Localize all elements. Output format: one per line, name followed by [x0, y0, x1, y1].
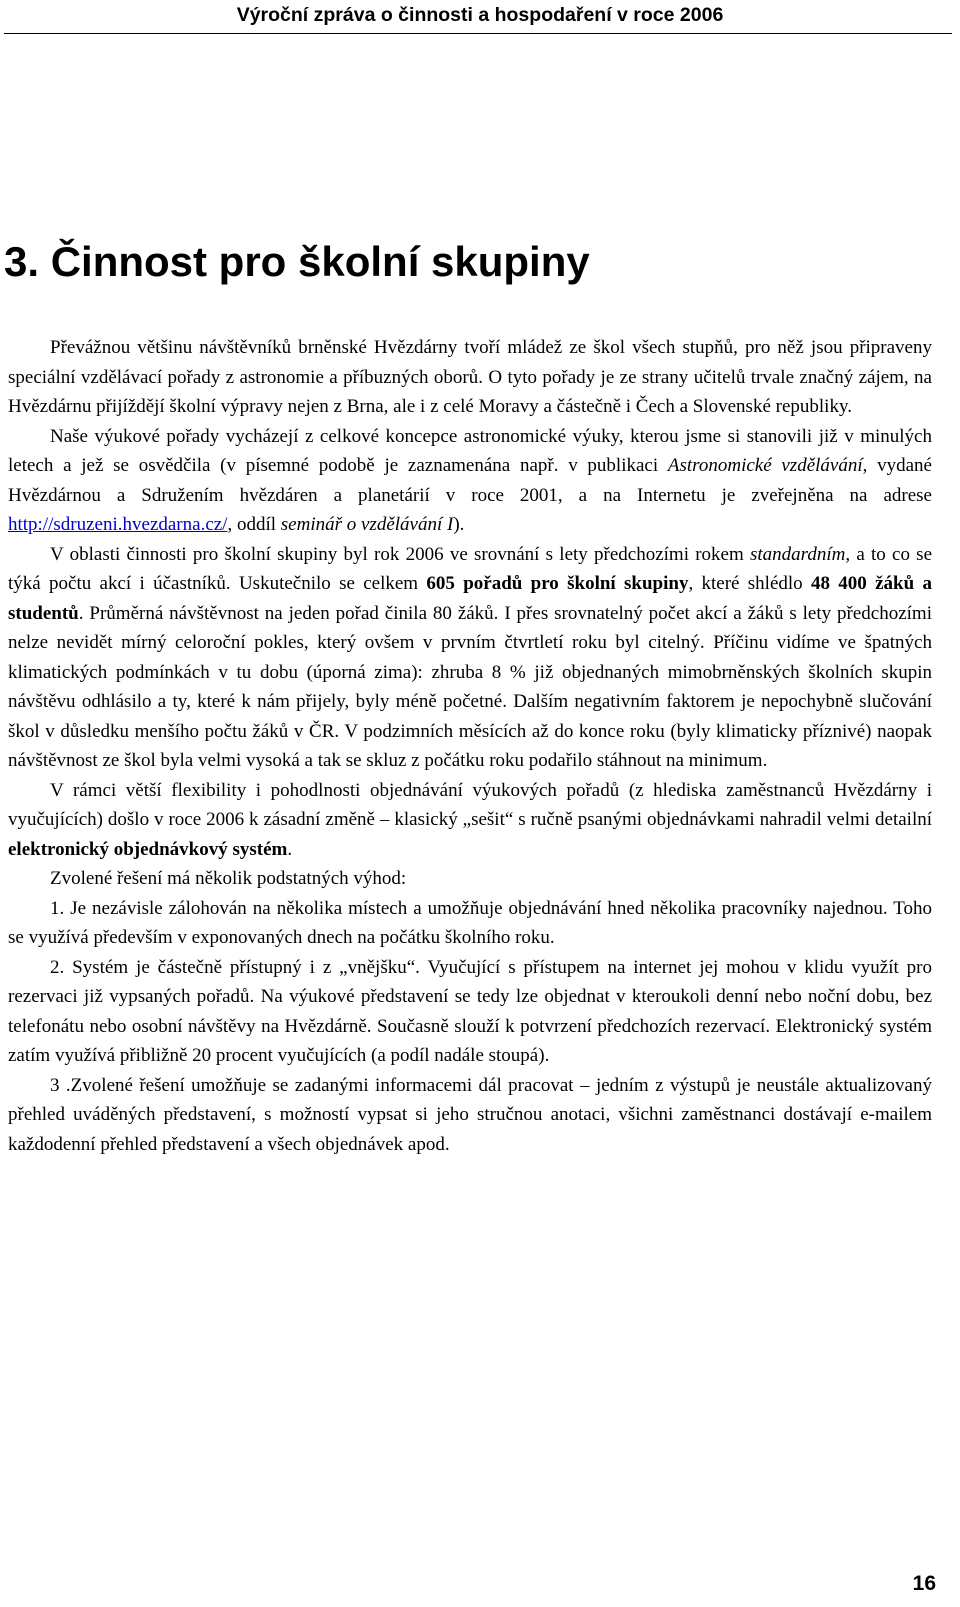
text-span: . Průměrná návštěvnost na jeden pořad činila 80 žáků. I přes srovnatelný počet akcí a žáků s lety předchozími nelze nevidět mírný celoroční pokles, který ovšem v prvním čtvrtletí roku byl citelný. Příčinu vidíme ve špatných klimatických podmínkách v tu dobu (úporná zima): zhruba 8 % již objednaných mimobrněnských školních skupin návštěvu odhlásilo a ty, které k nám přijely, byly méně početné. Dalším negativním faktorem je nepochybně slučování škol v důsledku menšího počtu žáků v ČR. V podzimních měsících až do konce roku (byly klimaticky příznivé) naopak návštěvnost ze škol byla velmi vysoká a tak se skluz z počátku roku podařilo stáhnout na minimum.	[8, 602, 932, 771]
text-span: V rámci větší flexibility i pohodlnosti objednávání výukových pořadů (z hlediska zaměstnanců Hvězdárny i vyučujících) došlo v roce 2006 k zásadní změně – klasický „sešit“ s ručně psanými objednávkami nahradil velmi detailní	[8, 779, 932, 830]
running-header: Výroční zpráva o činnosti a hospodaření v roce 2006	[236, 4, 724, 26]
body-text	[8, 333, 932, 1159]
text-span: , které shlédlo	[688, 573, 811, 594]
text-span: V oblasti činnosti pro školní skupiny byl rok 2006 ve srovnání s lety předchozími rokem	[50, 543, 750, 565]
list-item-2: 2. Systém je částečně přístupný i z „vnějšku“. Vyučující s přístupem na internet jej mohou v klidu využít pro rezervaci již vypsaných pořadů. Na výukové představení se tedy lze objednat v kteroukoli denní nebo noční dobu, bez telefonátu nebo osobní návštěvy na Hvězdárně. Současně slouží k potvrzení předchozích rezervací. Elektronický systém zatím využívá přibližně 20 procent vyučujících (a podíl nadále stoupá).	[8, 956, 932, 1066]
text-span: Naše výukové pořady vycházejí z celkové koncepce astronomické výuky, kterou jsme si stanovili již v minulých letech a jež se osvědčila (v písemné podobě je zaznamenána např. v publikaci	[8, 425, 932, 476]
students-count: 48 400 žáků a studentů	[8, 573, 932, 624]
page-number: 16	[912, 1572, 936, 1595]
text-span: , a to co se týká počtu akcí i účastníků. Uskutečnilo se celkem	[8, 543, 933, 594]
text-span: .	[287, 838, 293, 860]
emphasis-standard: standardním	[749, 543, 846, 565]
publication-title: Astronomické vzdělávání	[667, 455, 863, 476]
text-span: , vydané Hvězdárnou a Sdružením hvězdáren a planetárií v roce 2001, a na Internetu je zveřejněna na adrese	[8, 455, 932, 506]
text-span: , oddíl	[227, 514, 281, 535]
sdruzeni-link[interactable]: http://sdruzeni.hvezdarna.cz/	[8, 514, 228, 535]
booking-system-term: elektronický objednávkový systém	[8, 838, 288, 860]
chapter-title: 3. Činnost pro školní skupiny	[4, 238, 590, 285]
list-item-3: 3 .Zvolené řešení umožňuje se zadanými informacemi dál pracovat – jedním z výstupů je neustále aktualizovaný přehled uváděných představení, s možností vypsat si jeho stručnou anotaci, všichni zaměstnanci dostávají e-mailem každodenní přehled představení a všech objednávek apod.	[8, 1074, 932, 1155]
programs-count: 605 pořadů pro školní skupiny	[426, 573, 689, 594]
paragraph-intro: Převážnou většinu návštěvníků brněnské Hvězdárny tvoří mládež ze škol všech stupňů, pro něž jsou připraveny speciální vzdělávací pořady z astronomie a příbuzných oborů. O tyto pořady je ze strany učitelů trvale značný zájem, na Hvězdárnu přijíždějí školní výpravy nejen z Brna, ale i z celé Moravy a částečně i Čech a Slovenské republiky.	[8, 337, 932, 417]
list-item-1: 1. Je nezávisle zálohován na několika místech a umožňuje objednávání hned několika pracovníky najednou. Toho se využívá především v exponovaných dnech na počátku školního roku.	[8, 897, 932, 948]
paragraph-advantages-intro: Zvolené řešení má několik podstatných výhod:	[50, 868, 407, 889]
header-rule	[4, 33, 952, 34]
paragraph-statistics	[8, 540, 932, 776]
text-span: ).	[453, 514, 465, 535]
paragraph-booking-system	[8, 776, 932, 865]
section-title: seminář o vzdělávání I	[280, 514, 454, 535]
paragraph-concept	[8, 422, 932, 540]
